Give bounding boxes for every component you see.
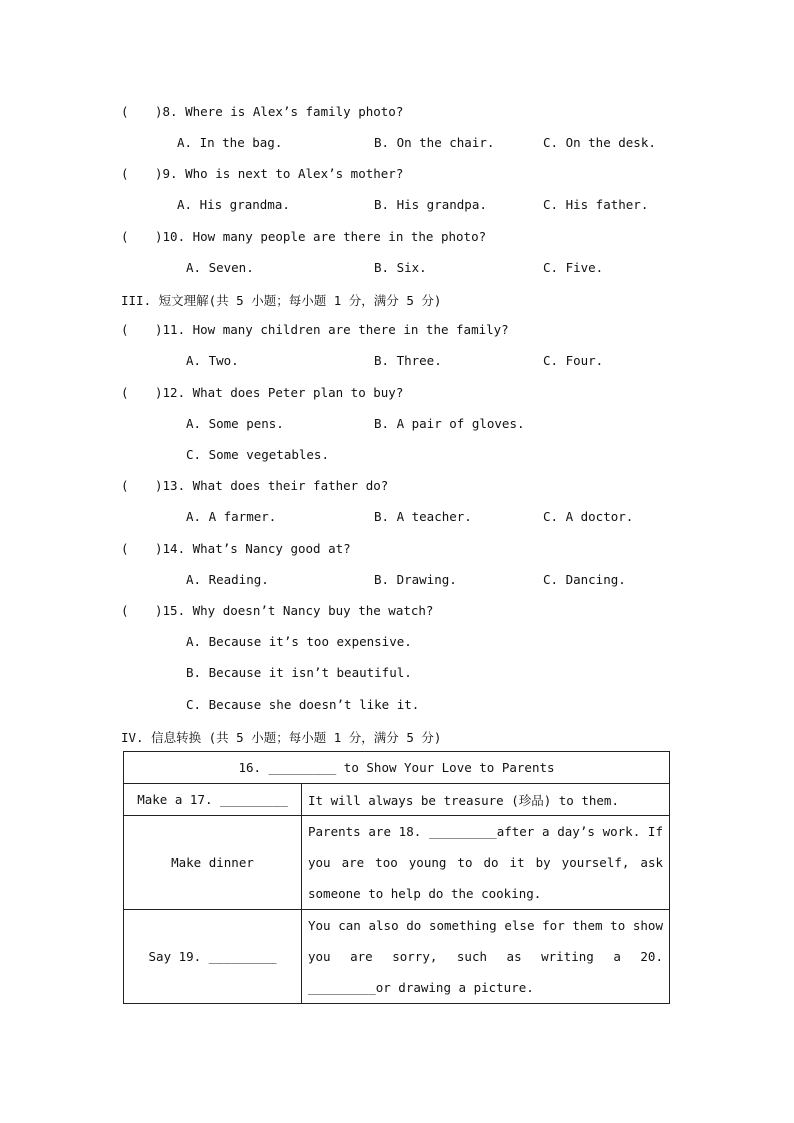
option-a: A. Reading. <box>186 572 269 587</box>
table-row-right: You can also do something else for them to show you are sorry, such as writing a 20. _________or drawing a picture. <box>302 910 670 1004</box>
answer-paren[interactable]: ( <box>121 478 129 493</box>
question-text: )10. How many people are there in the photo? <box>155 229 487 244</box>
option-a: A. Two. <box>186 353 239 368</box>
answer-paren[interactable]: ( <box>121 166 129 181</box>
option-a: A. Some pens. <box>186 416 284 431</box>
answer-paren[interactable]: ( <box>121 541 129 556</box>
option-c: C. Some vegetables. <box>186 447 329 462</box>
question-text: )11. How many children are there in the family? <box>155 322 509 337</box>
option-c: C. Dancing. <box>543 572 626 587</box>
option-b: B. Because it isn’t beautiful. <box>186 665 412 680</box>
option-b: B. A teacher. <box>374 509 472 524</box>
option-b: B. His grandpa. <box>374 197 487 212</box>
option-a: A. Because it’s too expensive. <box>186 634 412 649</box>
option-c: C. On the desk. <box>543 135 656 150</box>
option-c: C. His father. <box>543 197 649 212</box>
option-a: A. In the bag. <box>177 135 283 150</box>
option-b: B. A pair of gloves. <box>374 416 525 431</box>
answer-paren[interactable]: ( <box>121 104 129 119</box>
table-row-left: Say 19. _________ <box>124 910 302 1004</box>
option-c: C. Five. <box>543 260 604 275</box>
section-3-title: III. 短文理解(共 5 小题；每小题 1 分，满分 5 分) <box>121 293 442 308</box>
table-header: 16. _________ to Show Your Love to Parents <box>124 752 670 784</box>
option-c: C. A doctor. <box>543 509 634 524</box>
option-b: B. On the chair. <box>374 135 495 150</box>
info-table <box>123 751 670 1004</box>
answer-paren[interactable]: ( <box>121 322 129 337</box>
table-row-left: Make a 17. _________ <box>124 784 302 816</box>
option-a: A. Seven. <box>186 260 254 275</box>
question-text: )14. What’s Nancy good at? <box>155 541 351 556</box>
option-c: C. Four. <box>543 353 604 368</box>
option-b: B. Three. <box>374 353 442 368</box>
answer-paren[interactable]: ( <box>121 385 129 400</box>
table-row-right: It will always be treasure (珍品) to them. <box>302 784 670 816</box>
question-text: )8. Where is Alex’s family photo? <box>155 104 404 119</box>
option-b: B. Six. <box>374 260 427 275</box>
question-text: )12. What does Peter plan to buy? <box>155 385 404 400</box>
answer-paren[interactable]: ( <box>121 229 129 244</box>
answer-paren[interactable]: ( <box>121 603 129 618</box>
option-c: C. Because she doesn’t like it. <box>186 697 420 712</box>
option-a: A. A farmer. <box>186 509 277 524</box>
option-b: B. Drawing. <box>374 572 457 587</box>
question-text: )13. What does their father do? <box>155 478 389 493</box>
section-4-title: IV. 信息转换 (共 5 小题；每小题 1 分，满分 5 分) <box>121 730 442 745</box>
question-text: )9. Who is next to Alex’s mother? <box>155 166 404 181</box>
table-row-left: Make dinner <box>124 816 302 910</box>
option-a: A. His grandma. <box>177 197 290 212</box>
table-row-right: Parents are 18. _________after a day’s work. If you are too young to do it by yourself, ask someone to help do the cooking. <box>302 816 670 910</box>
question-text: )15. Why doesn’t Nancy buy the watch? <box>155 603 434 618</box>
